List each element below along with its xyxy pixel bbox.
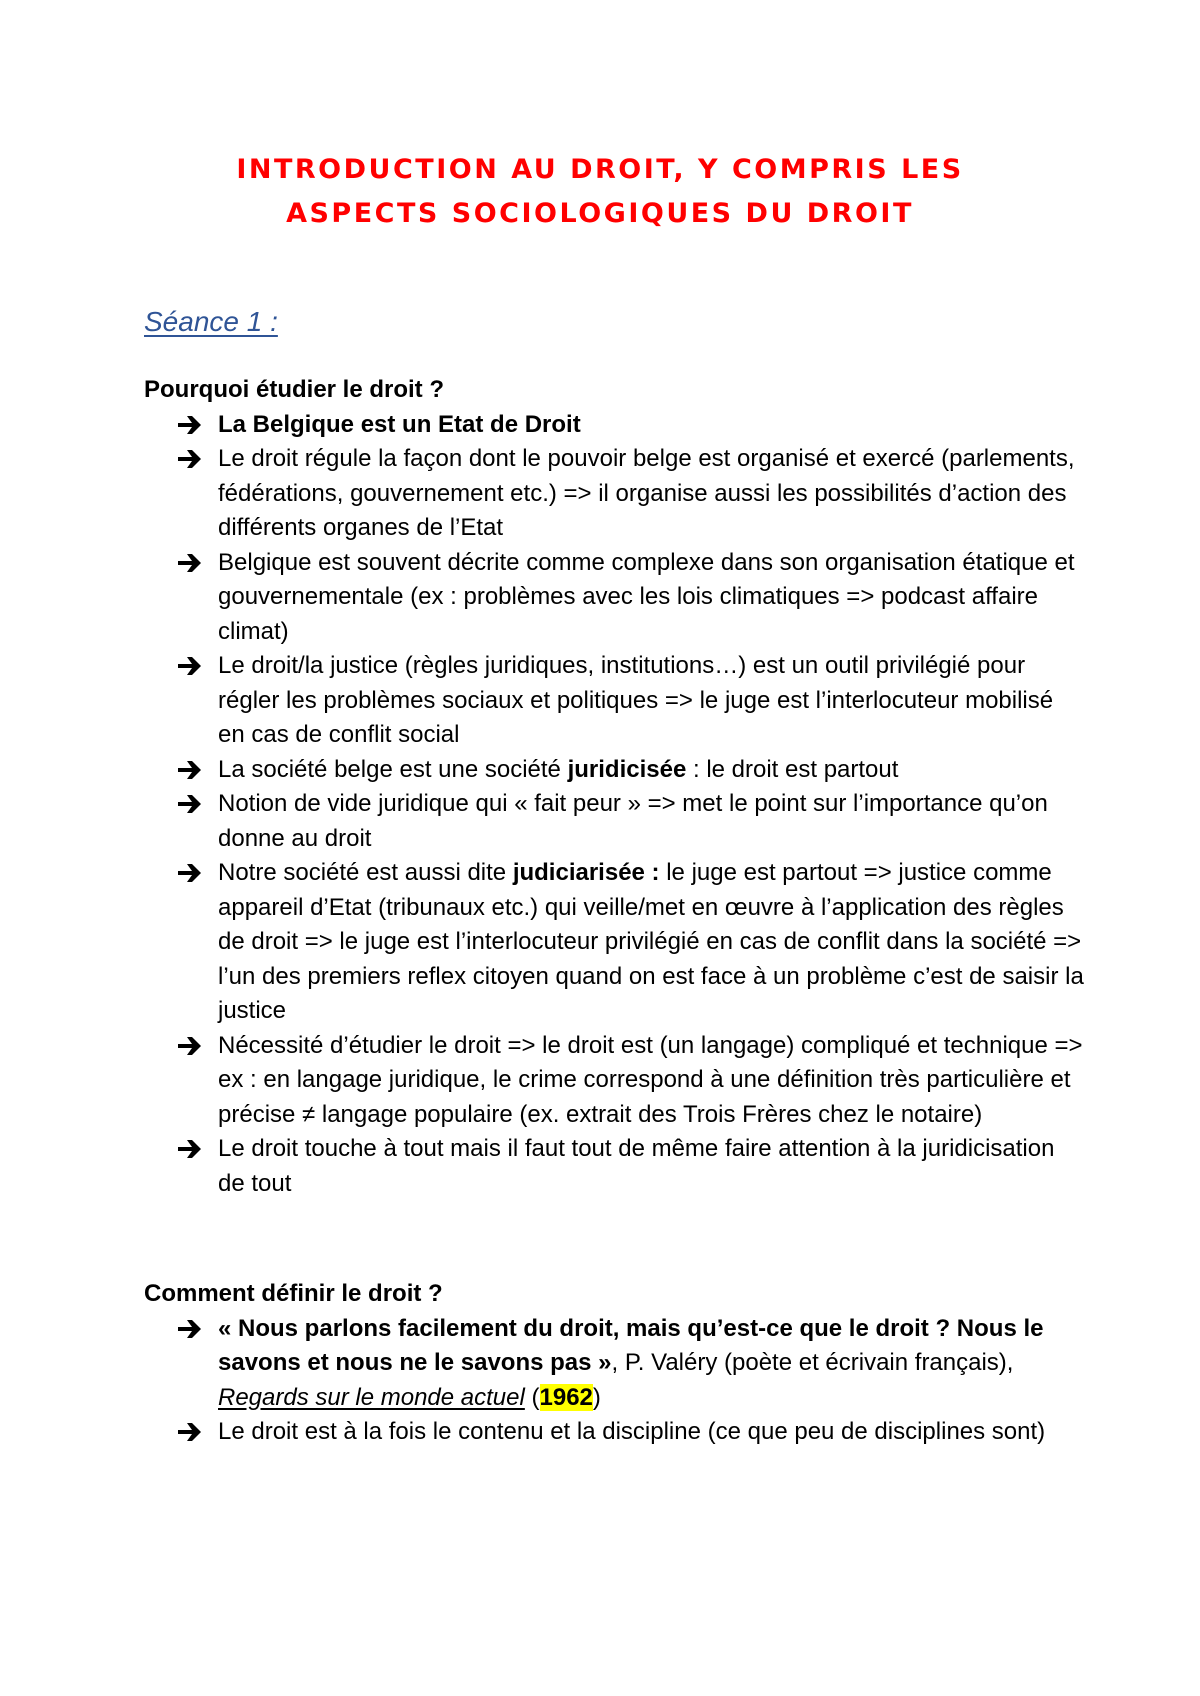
bullet-list xyxy=(144,1312,1084,1450)
list-item xyxy=(144,1029,1084,1133)
item-text: Belgique est souvent décrite comme complexe dans son organisation étatique et gouvernementale (ex : problèmes avec les lois climatiques => podcast affaire climat) xyxy=(218,548,1075,645)
arrow-right-icon xyxy=(176,1029,204,1063)
list-item xyxy=(144,1132,1084,1201)
list-item xyxy=(144,442,1084,546)
list-item xyxy=(144,649,1084,753)
list-item xyxy=(144,753,1084,788)
year-paren-open: ( xyxy=(524,1383,540,1411)
list-item xyxy=(144,1312,1084,1416)
item-text: Nécessité d’étudier le droit => le droit est (un langage) compliqué et technique => ex : en langage juridique, le crime correspond à une définition très particulière et précise ≠ langage populaire (ex. extrait des Trois Frères chez le notaire) xyxy=(218,1031,1083,1128)
section-why-study-law xyxy=(144,373,1084,1201)
bullet-list xyxy=(144,408,1084,1202)
session-heading: Séance 1 : xyxy=(144,306,278,337)
quote-text: « Nous parlons facilement du droit, mais qu’est-ce que le droit ? Nous le savons et nous ne le savons pas » xyxy=(218,1314,1044,1376)
arrow-right-icon xyxy=(176,856,204,890)
item-text: Le droit/la justice (règles juridiques, institutions…) est un outil privilégié pour régler les problèmes sociaux et politiques => le juge est l’interlocuteur mobilisé en cas de conflit social xyxy=(218,652,1054,748)
quote-attribution: , P. Valéry (poète et écrivain français), xyxy=(611,1349,1014,1376)
section-heading: Pourquoi étudier le droit ? xyxy=(144,376,444,403)
item-text: Notre société est aussi dite xyxy=(218,859,513,886)
work-title: Regards sur le monde actuel xyxy=(218,1383,525,1411)
item-text: le juge est partout => justice comme appareil d’Etat (tribunaux etc.) qui veille/met en œuvre à l’application des règles de droit => le juge est l’interlocuteur privilégié en cas de conflit dans la société => l’un des premiers reflex citoyen quand on est face à un problème c’est de saisir la justice xyxy=(218,859,1084,1024)
section-define-law xyxy=(144,1277,1084,1450)
section-heading: Comment définir le droit ? xyxy=(144,1280,443,1307)
item-text: : le droit est partout xyxy=(686,755,899,783)
arrow-right-icon xyxy=(176,442,204,476)
list-item xyxy=(144,546,1084,650)
arrow-right-icon xyxy=(176,408,204,442)
title-line-2: ASPECTS SOCIOLOGIQUES DU DROIT xyxy=(286,198,914,229)
arrow-right-icon xyxy=(176,1415,204,1449)
document-title xyxy=(100,148,1100,236)
arrow-right-icon xyxy=(176,546,204,580)
arrow-right-icon xyxy=(176,787,204,821)
year-paren-close: ) xyxy=(592,1383,601,1411)
item-text-bold: judiciarisée : xyxy=(512,859,660,886)
title-line-1: INTRODUCTION AU DROIT, Y COMPRIS LES xyxy=(236,154,964,185)
arrow-right-icon xyxy=(176,1312,204,1346)
list-item xyxy=(144,1415,1084,1450)
item-text: Le droit est à la fois le contenu et la discipline (ce que peu de disciplines sont) xyxy=(218,1418,1046,1445)
item-text-bold: La Belgique est un Etat de Droit xyxy=(218,410,581,438)
item-text: La société belge est une société xyxy=(218,755,568,783)
item-text: Notion de vide juridique qui « fait peur » => met le point sur l’importance qu’on donne au droit xyxy=(218,790,1048,852)
arrow-right-icon xyxy=(176,649,204,683)
arrow-right-icon xyxy=(176,1132,204,1166)
year-highlight: 1962 xyxy=(539,1383,593,1411)
list-item xyxy=(144,856,1084,1029)
arrow-right-icon xyxy=(176,753,204,787)
item-text: Le droit régule la façon dont le pouvoir belge est organisé et exercé (parlements, fédérations, gouvernement etc.) => il organise aussi les possibilités d’action des différents organes de l’Etat xyxy=(218,445,1075,541)
item-text-bold: juridicisée xyxy=(567,755,687,783)
list-item xyxy=(144,787,1084,856)
list-item xyxy=(144,408,1084,443)
item-text: Le droit touche à tout mais il faut tout de même faire attention à la juridicisation de tout xyxy=(218,1135,1055,1197)
